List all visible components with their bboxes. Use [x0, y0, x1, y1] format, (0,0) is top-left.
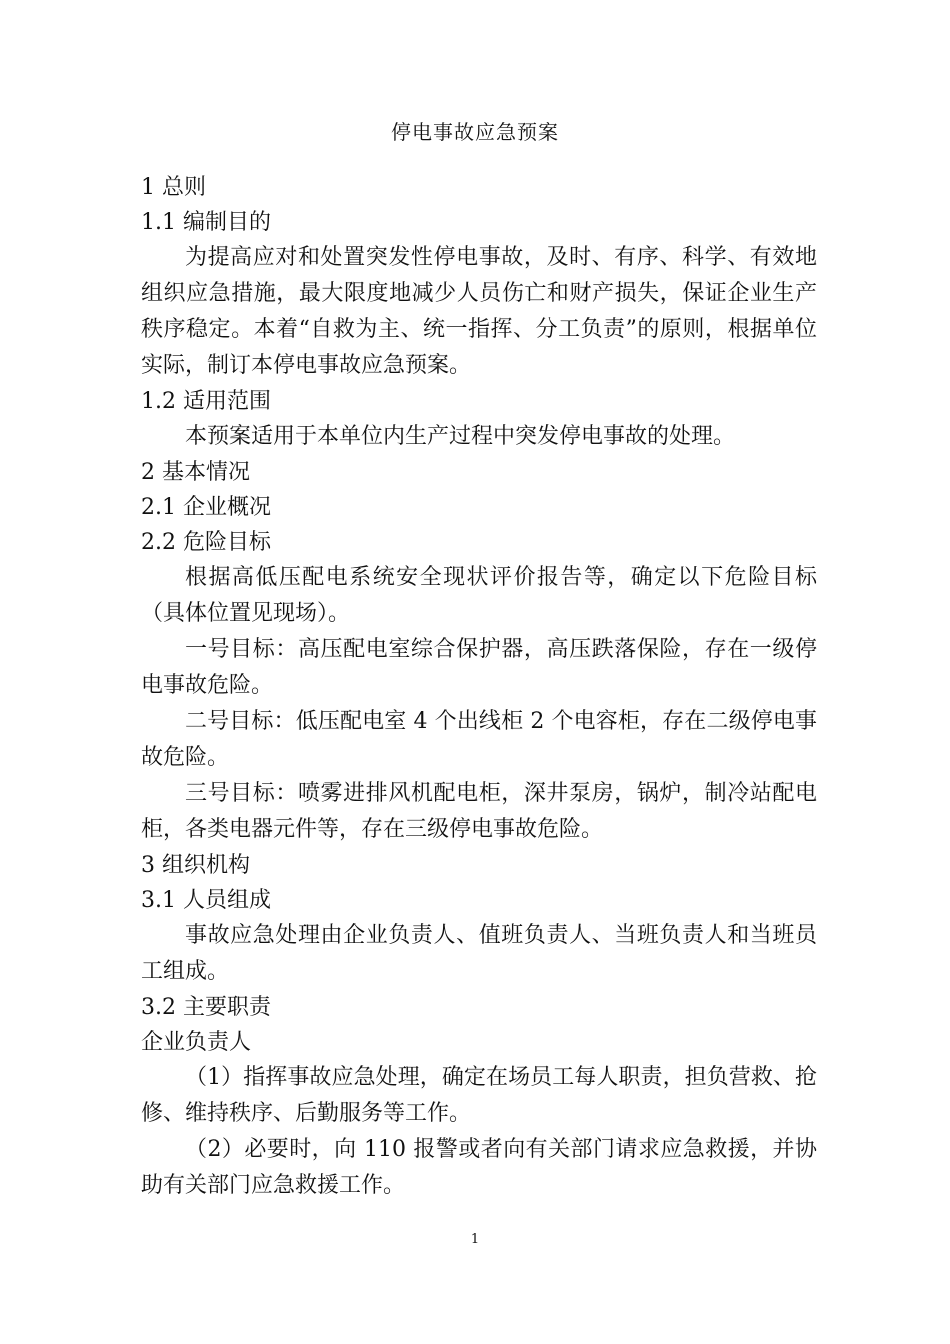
section-2-heading: 2 基本情况 — [141, 460, 250, 485]
target-2-paragraph: 二号目标：低压配电室 4 个出线柜 2 个电容柜，存在二级停电事故危险。 — [141, 709, 817, 770]
purpose-paragraph: 为提高应对和处置突发性停电事故，及时、有序、科学、有效地组织应急措施，最大限度地减少人员伤亡和财产损失，保证企业生产秩序稳定。本着“自救为主、统一指挥、分工负责”的原则，根据单位实际，制订本停电事故应急预案。 — [141, 245, 817, 378]
leader-heading: 企业负责人 — [141, 1030, 252, 1055]
section-1-2-heading: 1.2 适用范围 — [141, 389, 271, 414]
scope-paragraph: 本预案适用于本单位内生产过程中突发停电事故的处理。 — [185, 424, 736, 449]
target-3-paragraph: 三号目标：喷雾进排风机配电柜，深井泵房，锅炉，制冷站配电柜，各类电器元件等，存在三级停电事故危险。 — [141, 781, 817, 842]
target-1-paragraph: 一号目标：高压配电室综合保护器，高压跌落保险，存在一级停电事故危险。 — [141, 637, 817, 698]
page-number: 1 — [470, 1232, 480, 1247]
document-title: 停电事故应急预案 — [391, 120, 559, 144]
section-3-2-heading: 3.2 主要职责 — [141, 995, 271, 1020]
section-1-heading: 1 总则 — [141, 175, 206, 200]
staffing-paragraph: 事故应急处理由企业负责人、值班负责人、当班负责人和当班员工组成。 — [141, 923, 817, 984]
duty-2-paragraph: （2）必要时，向 110 报警或者向有关部门请求应急救援，并协助有关部门应急救援工作。 — [141, 1137, 817, 1198]
hazard-intro-paragraph: 根据高低压配电系统安全现状评价报告等，确定以下危险目标（具体位置见现场）。 — [141, 565, 817, 626]
duty-1-paragraph: （1）指挥事故应急处理，确定在场员工每人职责，担负营救、抢修、维持秩序、后勤服务等工作。 — [141, 1065, 817, 1126]
section-3-1-heading: 3.1 人员组成 — [141, 888, 271, 913]
section-1-1-heading: 1.1 编制目的 — [141, 210, 271, 235]
section-2-2-heading: 2.2 危险目标 — [141, 530, 271, 555]
section-2-1-heading: 2.1 企业概况 — [141, 495, 271, 520]
document-body — [141, 170, 817, 1204]
section-3-heading: 3 组织机构 — [141, 853, 250, 878]
